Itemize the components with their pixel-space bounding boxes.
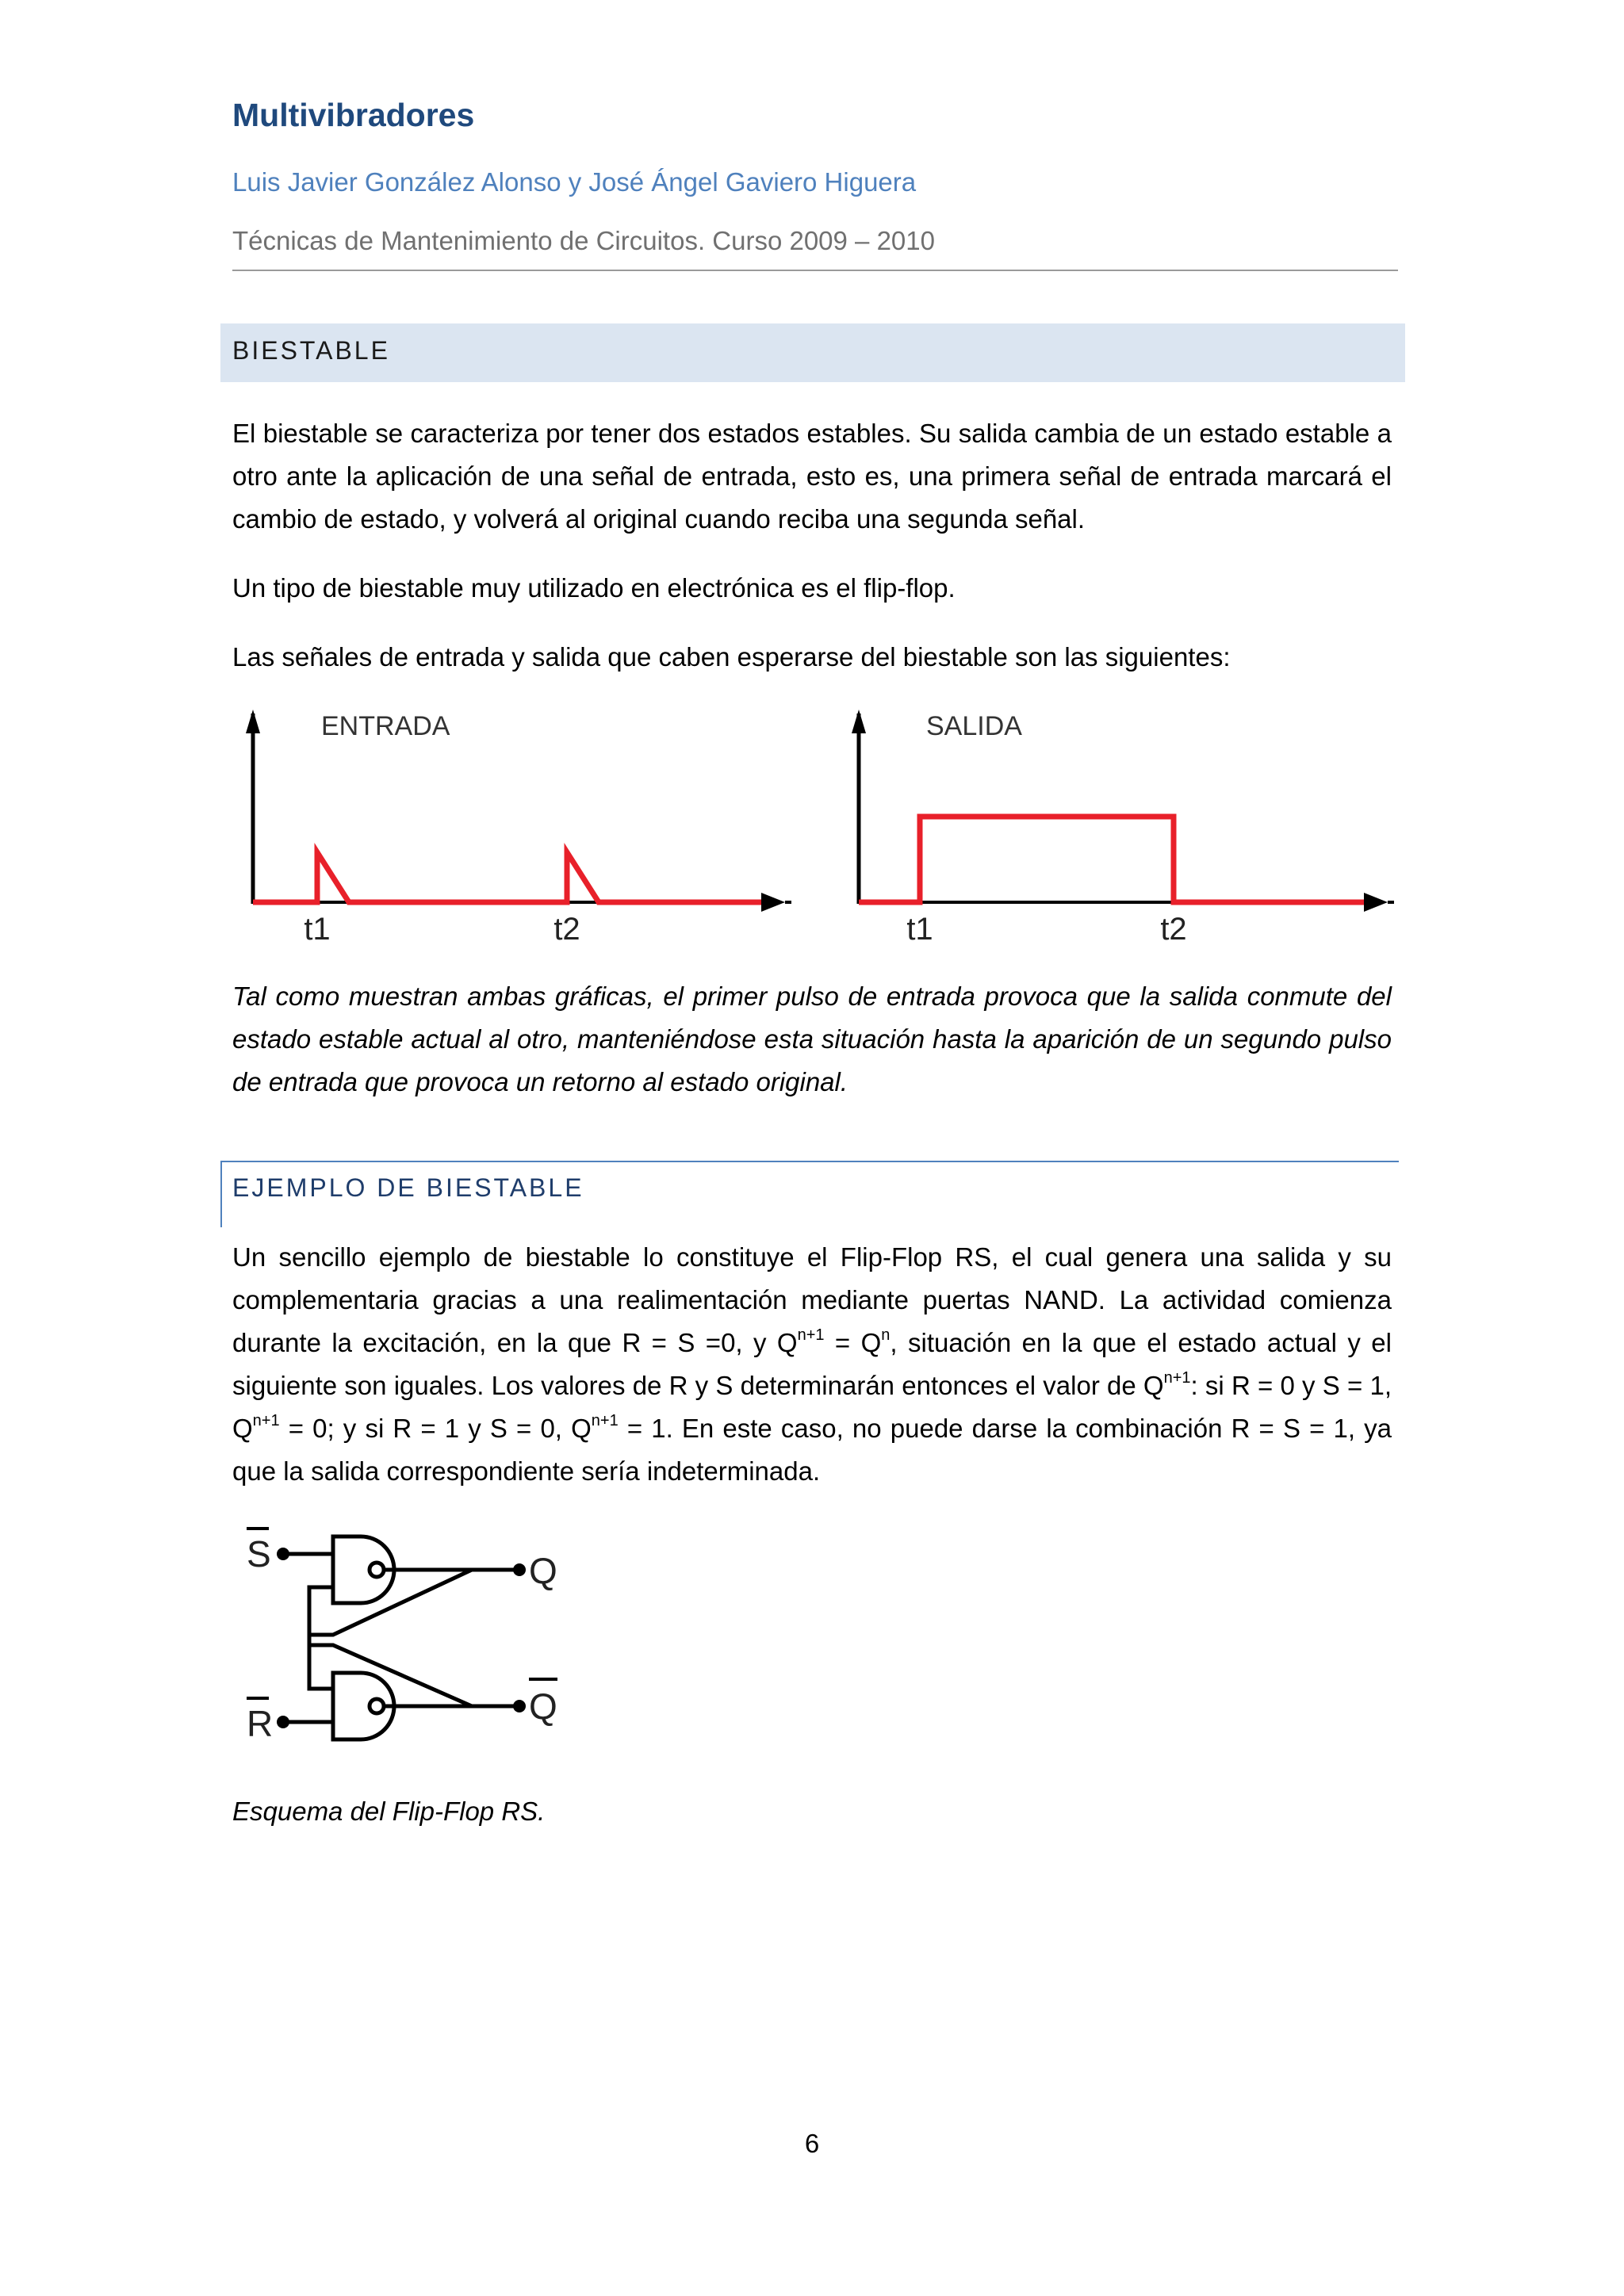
signal-line <box>859 817 1364 902</box>
input-s-label: S <box>247 1533 271 1575</box>
signal-line <box>253 852 761 902</box>
paragraph-chart-caption: Tal como muestran ambas gráficas, el primer pulso de entrada provoca que la salida conmute del estado estable actual al otro, manteniéndose esta situación hasta la aparición de un segundo pulso de entrada que provoca un retorno al estado original. <box>232 982 1392 1096</box>
y-axis <box>246 710 260 904</box>
header-divider <box>232 270 1398 271</box>
chart-entrada <box>230 698 817 967</box>
y-axis <box>852 710 866 904</box>
figure-caption: Esquema del Flip-Flop RS. <box>232 1797 546 1826</box>
inverter-bubble-bottom <box>370 1699 384 1713</box>
tick-label-t1: t1 <box>906 912 933 947</box>
paragraph-signals: Las señales de entrada y salida que caben esperarse del biestable son las siguientes: <box>232 642 1231 672</box>
document-course: Técnicas de Mantenimiento de Circuitos. Curso 2009 – 2010 <box>232 226 935 255</box>
section-heading-ejemplo <box>220 1161 1399 1227</box>
tick-label-t1: t1 <box>304 912 331 947</box>
flip-flop-rs-diagram <box>234 1522 575 1760</box>
output-q-label: Q <box>529 1550 557 1591</box>
paragraph-intro: El biestable se caracteriza por tener dos estados estables. Su salida cambia de un estado estable a otro ante la aplicación de una señal de entrada, esto es, una primera señal de entrada marcará el cambio de estado, y volverá al original cuando reciba una segunda señal. <box>232 419 1392 534</box>
output-qbar-label: Q <box>529 1686 557 1727</box>
section-heading-text: EJEMPLO DE BIESTABLE <box>232 1173 584 1202</box>
document-title: Multivibradores <box>232 97 475 133</box>
paragraph-flip-flop-rs: Un sencillo ejemplo de biestable lo constituye el Flip-Flop RS, el cual genera una salida y su complementaria gracias a una realimentación mediante puertas NAND. La actividad comienza durante la excitación, en la que R = S =0, y $Q^{n+1} = Q^n$, situación en la que el estado actual y el siguiente son iguales. Los valores de R y S determinarán entonces el valor de $Q^{n+1}$: si R = 0 y S = 1, $Q^{n+1} = 0$; y si R = 1 y S = 0, $Q^{n+1} = 1$. En este caso, no puede darse la combinación R = S = 1, ya que la salida correspondiente sería indeterminada. <box>232 1242 1392 1486</box>
input-r-label: R <box>247 1703 274 1744</box>
paragraph-flip-flop: Un tipo de biestable muy utilizado en electrónica es el flip-flop. <box>232 573 956 603</box>
tick-label-t2: t2 <box>1160 912 1187 947</box>
document-authors: Luis Javier González Alonso y José Ángel Gaviero Higuera <box>232 167 917 197</box>
inverter-bubble-top <box>370 1563 384 1577</box>
page-number: 6 <box>804 2129 820 2158</box>
chart-title: ENTRADA <box>321 711 450 741</box>
chart-salida <box>833 698 1419 967</box>
tick-label-t2: t2 <box>553 912 580 947</box>
section-heading-biestable <box>220 323 1405 382</box>
chart-title: SALIDA <box>926 711 1022 741</box>
section-heading-text: BIESTABLE <box>232 336 390 365</box>
